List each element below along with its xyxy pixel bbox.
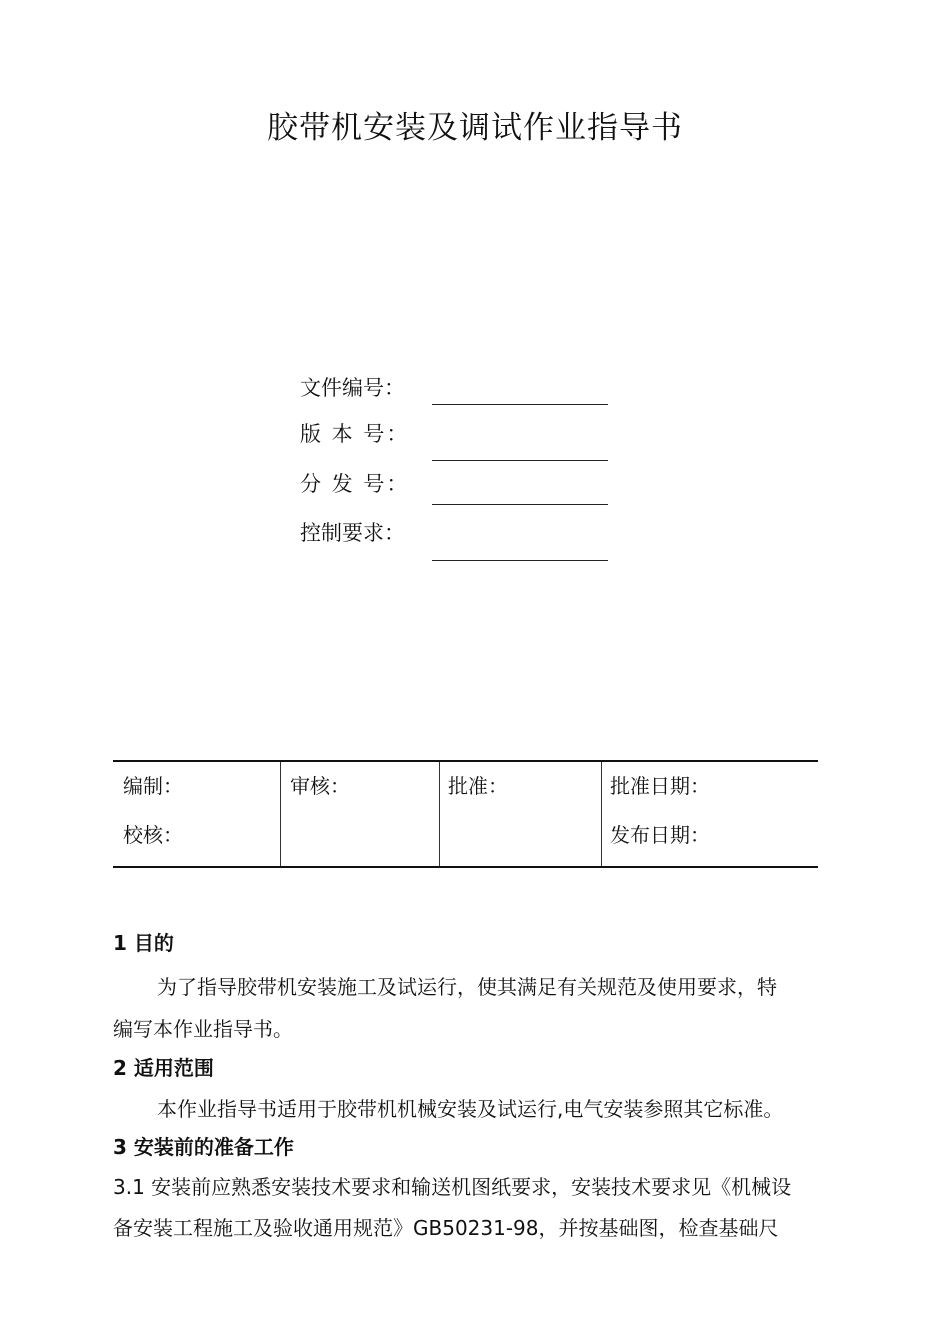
section-2-paragraph-line: 本作业指导书适用于胶带机机械安装及试运行,电气安装参照其它标准。 bbox=[157, 1097, 784, 1121]
section-1-paragraph-line: 为了指导胶带机安装施工及试运行，使其满足有关规范及使用要求，特 bbox=[157, 975, 777, 999]
checked-by-label: 校核： bbox=[123, 823, 183, 847]
section-1-paragraph-line: 编写本作业指导书。 bbox=[113, 1017, 293, 1041]
approval-date-label: 批准日期： bbox=[610, 774, 710, 798]
approved-by-label: 批准： bbox=[448, 774, 508, 798]
file-number-label: 文件编号： bbox=[300, 376, 405, 400]
file-number-line bbox=[432, 404, 608, 405]
reviewed-by-label: 审核： bbox=[290, 774, 350, 798]
distribution-number-line bbox=[432, 504, 608, 505]
control-requirement-line bbox=[432, 560, 608, 561]
version-number-label: 版 本 号： bbox=[300, 422, 410, 446]
table-divider bbox=[439, 762, 440, 866]
section-3-heading: 3 安装前的准备工作 bbox=[113, 1135, 294, 1159]
section-3-paragraph-line: 备安装工程施工及验收通用规范》GB50231-98，并按基础图，检查基础尺 bbox=[113, 1216, 779, 1240]
document-title: 胶带机安装及调试作业指导书 bbox=[267, 110, 683, 146]
section-1-heading: 1 目的 bbox=[113, 931, 174, 955]
distribution-number-label: 分 发 号： bbox=[300, 472, 410, 496]
signature-table bbox=[113, 760, 818, 868]
table-divider bbox=[280, 762, 281, 866]
section-2-heading: 2 适用范围 bbox=[113, 1056, 214, 1080]
version-number-line bbox=[432, 460, 608, 461]
release-date-label: 发布日期： bbox=[610, 823, 710, 847]
prepared-by-label: 编制： bbox=[123, 774, 183, 798]
table-divider bbox=[601, 762, 602, 866]
control-requirement-label: 控制要求： bbox=[300, 521, 405, 545]
section-3-paragraph-line: 3.1 安装前应熟悉安装技术要求和输送机图纸要求，安装技术要求见《机械设 bbox=[113, 1175, 792, 1199]
